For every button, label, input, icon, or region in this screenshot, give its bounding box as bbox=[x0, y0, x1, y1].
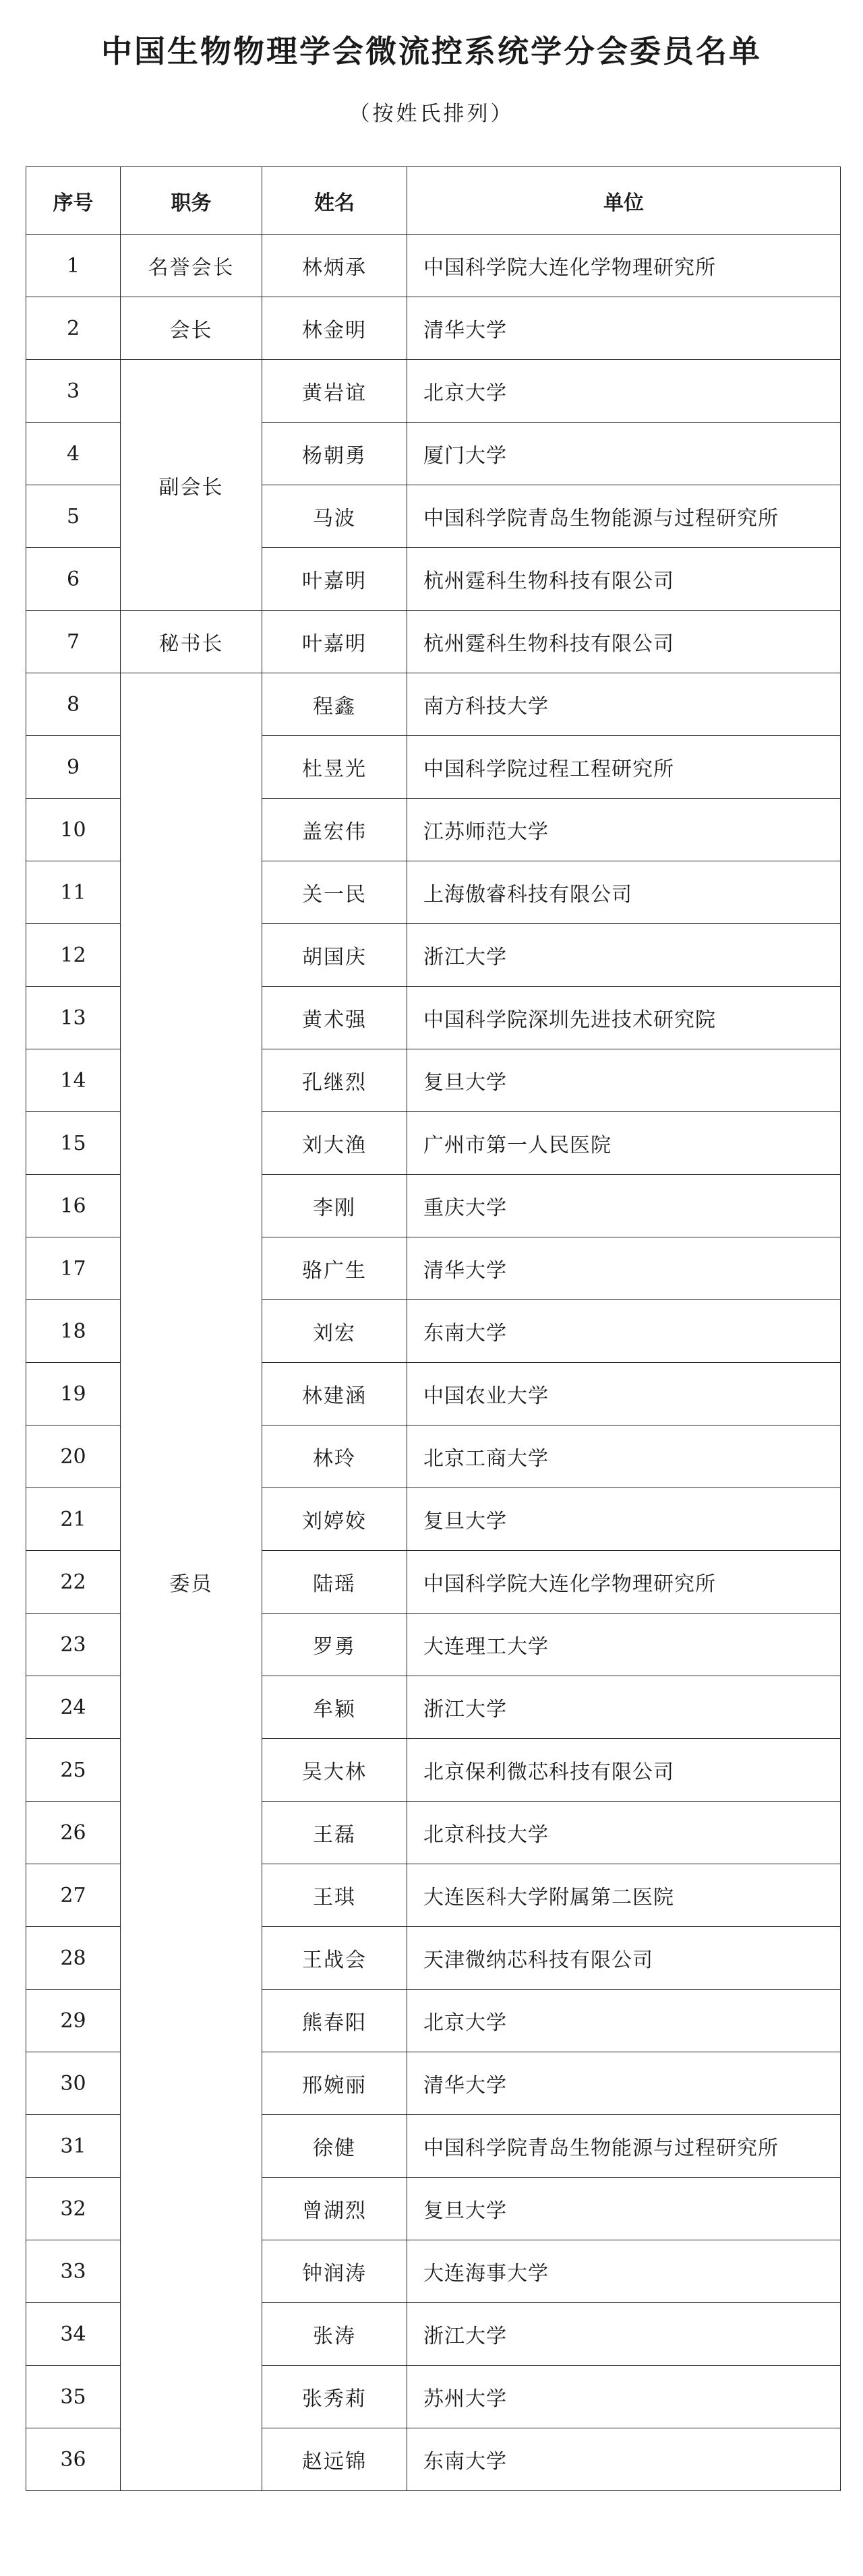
member-name: 盖宏伟 bbox=[262, 799, 407, 861]
member-name: 罗勇 bbox=[262, 1614, 407, 1676]
row-number: 25 bbox=[26, 1739, 121, 1802]
table-row bbox=[26, 360, 841, 423]
member-unit: 上海傲睿科技有限公司 bbox=[407, 861, 841, 924]
member-name: 刘婷姣 bbox=[262, 1488, 407, 1551]
member-name: 程鑫 bbox=[262, 673, 407, 736]
member-name: 骆广生 bbox=[262, 1237, 407, 1300]
member-name: 关一民 bbox=[262, 861, 407, 924]
member-name: 杨朝勇 bbox=[262, 423, 407, 485]
member-name: 邢婉丽 bbox=[262, 2052, 407, 2115]
role-cell: 委员 bbox=[121, 673, 262, 2491]
member-unit: 北京工商大学 bbox=[407, 1425, 841, 1488]
member-name: 黄术强 bbox=[262, 987, 407, 1049]
row-number: 1 bbox=[26, 235, 121, 297]
member-name: 孔继烈 bbox=[262, 1049, 407, 1112]
member-unit: 浙江大学 bbox=[407, 1676, 841, 1739]
member-unit: 中国科学院过程工程研究所 bbox=[407, 736, 841, 799]
member-unit: 南方科技大学 bbox=[407, 673, 841, 736]
row-number: 36 bbox=[26, 2428, 121, 2491]
page-subtitle: （按姓氏排列） bbox=[349, 102, 514, 126]
row-number: 19 bbox=[26, 1363, 121, 1425]
row-number: 13 bbox=[26, 987, 121, 1049]
member-name: 钟润涛 bbox=[262, 2240, 407, 2303]
member-name: 林炳承 bbox=[262, 235, 407, 297]
member-unit: 清华大学 bbox=[407, 1237, 841, 1300]
member-unit: 浙江大学 bbox=[407, 2303, 841, 2366]
row-number: 22 bbox=[26, 1551, 121, 1614]
row-number: 35 bbox=[26, 2366, 121, 2428]
member-name: 刘大渔 bbox=[262, 1112, 407, 1175]
row-number: 10 bbox=[26, 799, 121, 861]
member-name: 曾湖烈 bbox=[262, 2178, 407, 2240]
member-unit: 东南大学 bbox=[407, 1300, 841, 1363]
row-number: 34 bbox=[26, 2303, 121, 2366]
row-number: 8 bbox=[26, 673, 121, 736]
member-name: 吴大林 bbox=[262, 1739, 407, 1802]
row-number: 29 bbox=[26, 1990, 121, 2052]
row-number: 11 bbox=[26, 861, 121, 924]
member-unit: 复旦大学 bbox=[407, 1049, 841, 1112]
member-name: 黄岩谊 bbox=[262, 360, 407, 423]
role-cell: 副会长 bbox=[121, 360, 262, 611]
row-number: 16 bbox=[26, 1175, 121, 1237]
member-name: 赵远锦 bbox=[262, 2428, 407, 2491]
member-unit: 天津微纳芯科技有限公司 bbox=[407, 1927, 841, 1990]
member-table bbox=[26, 166, 841, 2491]
row-number: 7 bbox=[26, 611, 121, 673]
row-number: 28 bbox=[26, 1927, 121, 1990]
row-number: 24 bbox=[26, 1676, 121, 1739]
member-unit: 厦门大学 bbox=[407, 423, 841, 485]
member-unit: 浙江大学 bbox=[407, 924, 841, 987]
page-title: 中国生物物理学会微流控系统学分会委员名单 bbox=[101, 33, 762, 69]
row-number: 27 bbox=[26, 1864, 121, 1927]
member-name: 徐健 bbox=[262, 2115, 407, 2178]
member-name: 熊春阳 bbox=[262, 1990, 407, 2052]
member-unit: 复旦大学 bbox=[407, 2178, 841, 2240]
row-number: 14 bbox=[26, 1049, 121, 1112]
member-table-body bbox=[26, 235, 841, 2491]
member-unit: 苏州大学 bbox=[407, 2366, 841, 2428]
member-unit: 中国科学院大连化学物理研究所 bbox=[407, 1551, 841, 1614]
row-number: 20 bbox=[26, 1425, 121, 1488]
row-number: 17 bbox=[26, 1237, 121, 1300]
member-unit: 江苏师范大学 bbox=[407, 799, 841, 861]
member-name: 王琪 bbox=[262, 1864, 407, 1927]
member-name: 陆瑶 bbox=[262, 1551, 407, 1614]
row-number: 12 bbox=[26, 924, 121, 987]
member-unit: 中国科学院大连化学物理研究所 bbox=[407, 235, 841, 297]
row-number: 2 bbox=[26, 297, 121, 360]
table-row bbox=[26, 297, 841, 360]
member-unit: 北京保利微芯科技有限公司 bbox=[407, 1739, 841, 1802]
row-number: 15 bbox=[26, 1112, 121, 1175]
row-number: 32 bbox=[26, 2178, 121, 2240]
member-unit: 杭州霆科生物科技有限公司 bbox=[407, 548, 841, 611]
row-number: 6 bbox=[26, 548, 121, 611]
member-name: 牟颖 bbox=[262, 1676, 407, 1739]
row-number: 4 bbox=[26, 423, 121, 485]
row-number: 3 bbox=[26, 360, 121, 423]
row-number: 30 bbox=[26, 2052, 121, 2115]
member-unit: 复旦大学 bbox=[407, 1488, 841, 1551]
member-unit: 中国科学院青岛生物能源与过程研究所 bbox=[407, 2115, 841, 2178]
member-name: 林金明 bbox=[262, 297, 407, 360]
member-name: 叶嘉明 bbox=[262, 548, 407, 611]
member-name: 胡国庆 bbox=[262, 924, 407, 987]
member-unit: 杭州霆科生物科技有限公司 bbox=[407, 611, 841, 673]
row-number: 21 bbox=[26, 1488, 121, 1551]
member-unit: 大连医科大学附属第二医院 bbox=[407, 1864, 841, 1927]
member-unit: 中国科学院深圳先进技术研究院 bbox=[407, 987, 841, 1049]
member-name: 李刚 bbox=[262, 1175, 407, 1237]
member-unit: 中国科学院青岛生物能源与过程研究所 bbox=[407, 485, 841, 548]
member-unit: 北京大学 bbox=[407, 1990, 841, 2052]
table-row bbox=[26, 673, 841, 736]
row-number: 18 bbox=[26, 1300, 121, 1363]
table-row bbox=[26, 235, 841, 297]
member-unit: 北京大学 bbox=[407, 360, 841, 423]
row-number: 5 bbox=[26, 485, 121, 548]
member-unit: 清华大学 bbox=[407, 2052, 841, 2115]
header-number: 序号 bbox=[26, 167, 121, 235]
member-name: 张涛 bbox=[262, 2303, 407, 2366]
member-name: 林建涵 bbox=[262, 1363, 407, 1425]
row-number: 33 bbox=[26, 2240, 121, 2303]
member-name: 杜昱光 bbox=[262, 736, 407, 799]
role-cell: 名誉会长 bbox=[121, 235, 262, 297]
member-unit: 广州市第一人民医院 bbox=[407, 1112, 841, 1175]
member-unit: 中国农业大学 bbox=[407, 1363, 841, 1425]
member-unit: 大连理工大学 bbox=[407, 1614, 841, 1676]
table-header-row bbox=[26, 167, 841, 235]
header-position: 职务 bbox=[121, 167, 262, 235]
member-name: 刘宏 bbox=[262, 1300, 407, 1363]
member-name: 叶嘉明 bbox=[262, 611, 407, 673]
header-unit: 单位 bbox=[407, 167, 841, 235]
member-unit: 东南大学 bbox=[407, 2428, 841, 2491]
table-row bbox=[26, 611, 841, 673]
member-name: 王战会 bbox=[262, 1927, 407, 1990]
member-unit: 北京科技大学 bbox=[407, 1802, 841, 1864]
member-unit: 清华大学 bbox=[407, 297, 841, 360]
row-number: 26 bbox=[26, 1802, 121, 1864]
member-unit: 重庆大学 bbox=[407, 1175, 841, 1237]
member-name: 王磊 bbox=[262, 1802, 407, 1864]
member-name: 林玲 bbox=[262, 1425, 407, 1488]
row-number: 31 bbox=[26, 2115, 121, 2178]
member-name: 马波 bbox=[262, 485, 407, 548]
member-name: 张秀莉 bbox=[262, 2366, 407, 2428]
role-cell: 秘书长 bbox=[121, 611, 262, 673]
role-cell: 会长 bbox=[121, 297, 262, 360]
row-number: 23 bbox=[26, 1614, 121, 1676]
header-name: 姓名 bbox=[262, 167, 407, 235]
row-number: 9 bbox=[26, 736, 121, 799]
member-unit: 大连海事大学 bbox=[407, 2240, 841, 2303]
